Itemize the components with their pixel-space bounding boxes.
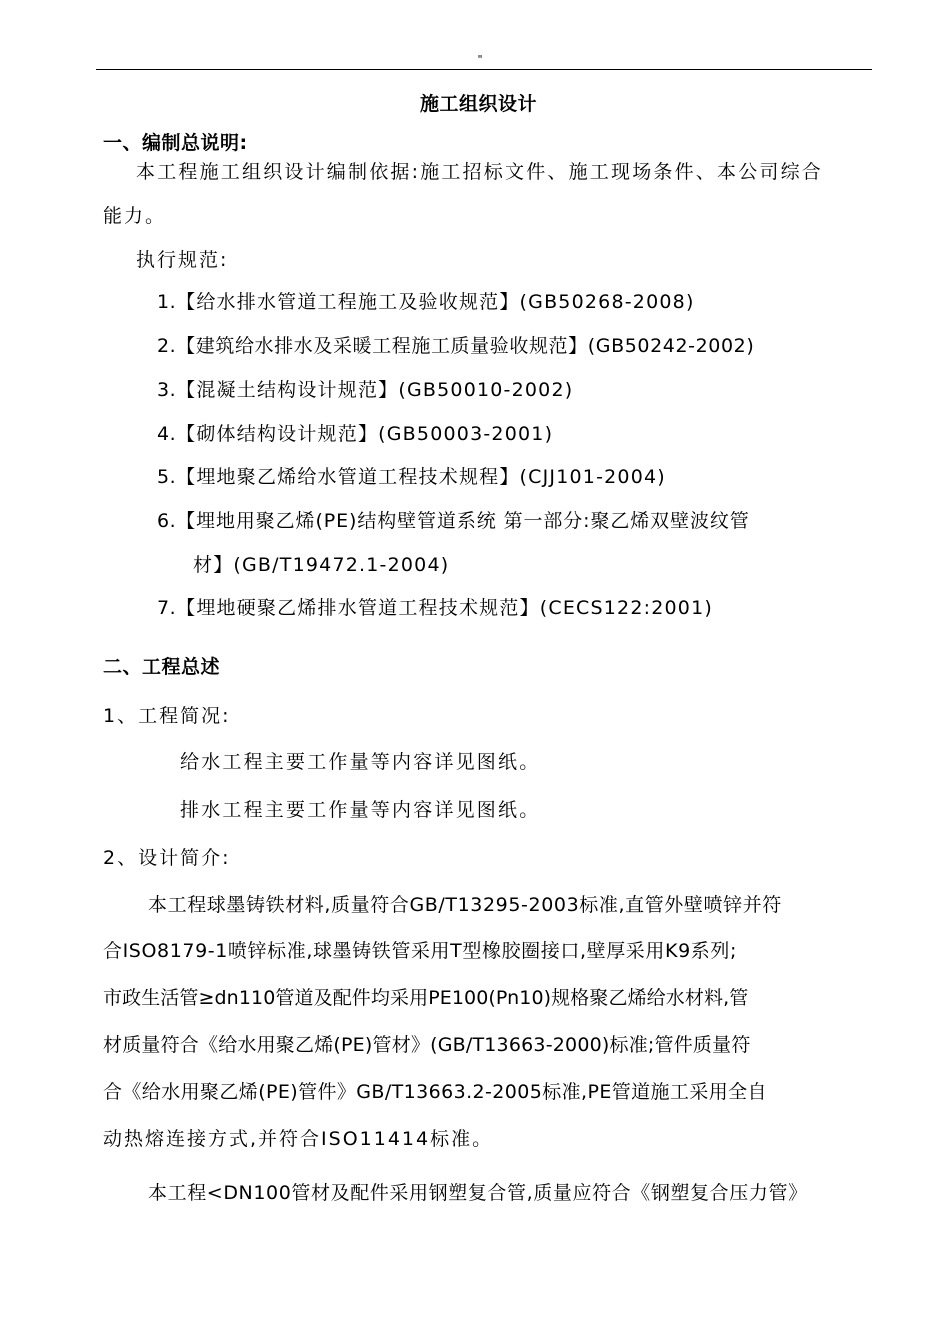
document-title: 施工组织设计: [420, 93, 538, 115]
standard-text: 【建筑给水排水及采暖工程施工质量验收规范】(GB50242-2002): [176, 335, 755, 357]
standard-text: 【埋地用聚乙烯(PE)结构壁管道系统 第一部分:聚乙烯双壁波纹管: [176, 510, 750, 532]
design-paragraph-line: 合ISO8179-1喷锌标准,球墨铸铁管采用T型橡胶圈接口,壁厚采用K9系列;: [103, 940, 737, 962]
standard-number: 5.: [157, 466, 177, 488]
overview-line: 排水工程主要工作量等内容详见图纸。: [180, 799, 541, 821]
basis-line-2: 能力。: [103, 205, 167, 227]
subsection-design: 2、设计简介:: [103, 847, 231, 869]
section1-heading: 一、编制总说明:: [103, 132, 248, 154]
standard-item: [157, 508, 750, 534]
standard-item: [157, 464, 666, 490]
standard-item: [157, 289, 695, 315]
standard-item: [157, 421, 553, 447]
standard-number: 7.: [157, 597, 177, 619]
standard-item: [157, 333, 754, 359]
standard-item: [157, 595, 713, 621]
header-rule: [96, 69, 872, 70]
design-paragraph-line: 本工程<DN100管材及配件采用钢塑复合管,质量应符合《钢塑复合压力管》: [148, 1182, 808, 1204]
standard-number: 2.: [157, 335, 177, 357]
design-paragraph-line: 市政生活管≥dn110管道及配件均采用PE100(Pn10)规格聚乙烯给水材料,管: [103, 987, 749, 1009]
header-mark: ": [477, 53, 483, 66]
design-paragraph-line: 合《给水用聚乙烯(PE)管件》GB/T13663.2-2005标准,PE管道施工采用全自: [103, 1081, 767, 1103]
design-paragraph-line: 动热熔连接方式,并符合ISO11414标准。: [103, 1128, 494, 1150]
standard-text: 【砌体结构设计规范】(GB50003-2001): [176, 423, 554, 445]
section2-heading: 二、工程总述: [103, 656, 221, 678]
standard-number: 1.: [157, 291, 177, 313]
standard-item: [157, 377, 573, 403]
basis-line-1: 本工程施工组织设计编制依据:施工招标文件、施工现场条件、本公司综合: [136, 161, 824, 183]
subsection-overview: 1、工程简况:: [103, 705, 231, 727]
standard-text: 【埋地聚乙烯给水管道工程技术规程】(CJJ101-2004): [176, 466, 666, 488]
design-paragraph-line: 材质量符合《给水用聚乙烯(PE)管材》(GB/T13663-2000)标准;管件质量符: [103, 1034, 751, 1056]
standard-item-continuation: 材】(GB/T19472.1-2004): [193, 554, 450, 576]
standard-number: 3.: [157, 379, 177, 401]
standard-text: 【埋地硬聚乙烯排水管道工程技术规范】(CECS122:2001): [176, 597, 713, 619]
design-paragraph-line: 本工程球墨铸铁材料,质量符合GB/T13295-2003标准,直管外壁喷锌并符: [148, 894, 782, 916]
standard-text: 【给水排水管道工程施工及验收规范】(GB50268-2008): [176, 291, 695, 313]
overview-line: 给水工程主要工作量等内容详见图纸。: [180, 751, 541, 773]
standard-text: 【混凝土结构设计规范】(GB50010-2002): [176, 379, 574, 401]
standards-label: 执行规范:: [136, 249, 229, 271]
standard-number: 6.: [157, 510, 177, 532]
standard-number: 4.: [157, 423, 177, 445]
